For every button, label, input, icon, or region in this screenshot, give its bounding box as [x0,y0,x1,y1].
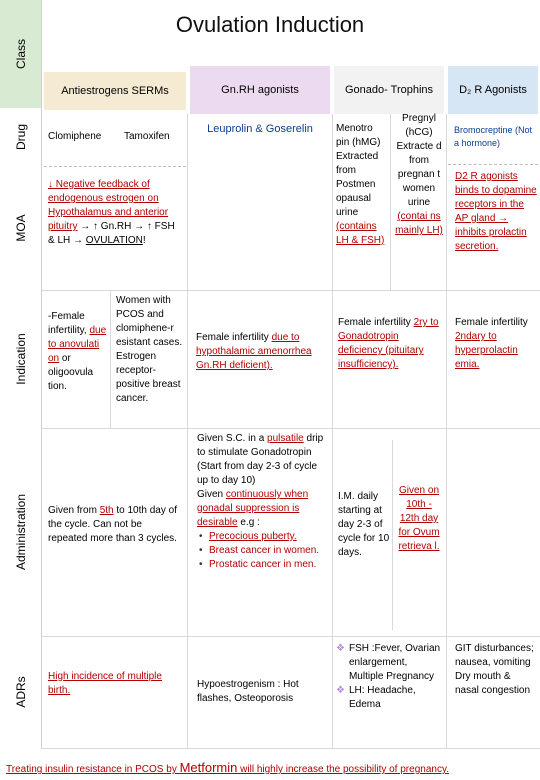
indication-gnrh-b: due to hypothalamic amenorrhea Gn.RH deficient). [196,332,312,371]
administration-gonado-hcg-text: Given on 10th - 12th day for Ovum retrieva l. [398,485,440,552]
indication-gonado-a: Female infertility [338,317,414,328]
divider [44,166,186,167]
indication-gonadotrophins [338,316,444,372]
row-label-moa-text: MOA [13,214,28,242]
list-item: • Precocious puberty. [209,530,329,544]
drug-pregnyl-text: Pregnyl (hCG) Extracte d from pregnan t women urine [396,113,442,208]
divider [446,114,447,748]
divider [448,164,538,165]
row-label-administration-text: Administration [13,493,28,571]
adrs-gonado-lh [336,684,444,712]
drug-menotropin [336,122,388,248]
administration-gonado-im: I.M. daily starting at day 2-3 of cycle for 10 days. [338,491,390,558]
administration-gnrh-a: Given S.C. in a [197,433,268,444]
adrs-serms-text: High incidence of multiple birth. [48,671,162,696]
indication-clomiphene-a: -Female infertility, [48,311,90,336]
administration-serms-c: to 10th day of the cycle. Can not be repeated more than 3 cycles. [48,505,177,544]
row-label-class-text: Class [13,38,28,70]
row-label-indication-text: Indication [13,333,28,385]
list-item: • Prostatic cancer in men. [209,558,329,572]
adrs-gonadotrophins [336,642,444,712]
page-title: Ovulation Induction [175,12,365,37]
drug-menotropin-text: Menotro pin (hMG) Extracted from Postmen opausal urine [336,123,381,218]
row-label-moa [0,166,42,290]
adrs-gonado-fsh [336,642,444,684]
header-serms: Antiestrogens SERMs [44,72,186,110]
divider [110,290,111,428]
row-label-administration [0,428,42,636]
indication-tamoxifen: Women with PCOS and clomiphene-r esistant cases. Estrogen receptor- positive breast cancer. [116,295,183,404]
drug-leuprolin-goserelin: Leuprolin & Goserelin [207,123,313,135]
administration-gnrh-e: continuously when gonadal suppression is desirable [197,489,309,528]
drug-pregnyl-note: (contai ns mainly LH) [395,211,443,236]
diamond-bullet-icon: ❖ [336,643,345,654]
divider [390,114,391,290]
footer-a: Treating insulin resistance in PCOS by [6,764,180,775]
header-d2r-agonists: D₂ R Agonists [448,66,538,114]
moa-d2r-text: D2 R agonists binds to dopamine receptors in the AP gland → inhibits prolactin secretion. [455,171,537,252]
footer-metformin: Metformin [179,760,238,775]
indication-d2r-a: Female infertility [455,317,528,328]
divider [41,290,540,291]
administration-gnrh-b: pulsatile [267,433,304,444]
footer-note [6,760,540,775]
divider [41,428,540,429]
divider [332,114,333,748]
indication-gnrh [196,331,326,373]
divider [41,636,540,637]
indication-gnrh-a: Female infertility [196,332,272,343]
indication-clomiphene-c: or oligoovula tion. [48,353,94,392]
adrs-gonado-fsh-text: FSH :Fever, Ovarian enlargement, Multiple Pregnancy [348,643,441,682]
diamond-bullet-icon: ❖ [336,685,345,696]
administration-gnrh [197,432,329,572]
divider [41,748,540,749]
administration-serms-b: 5th [99,505,114,516]
moa-d2r [455,170,537,254]
header-gnrh: Gn.RH agonists [190,66,330,114]
row-label-adrs [0,636,42,748]
administration-gnrh-f: e.g : [237,517,260,528]
administration-gonado-hcg [396,484,442,554]
adrs-d2r: GIT disturbances; nausea, vomiting Dry mouth & nasal congestion [455,643,534,696]
row-label-class [0,0,42,108]
drug-menotropin-note: (contains LH & FSH) [336,221,385,246]
header-gonadotrophins: Gonado- Trophins [334,66,444,114]
moa-serms-cascade: → ↑ Gn.RH → ↑ FSH & LH → [48,221,175,246]
administration-serms [48,504,184,546]
adrs-gnrh: Hypoestrogenism : Hot flashes, Osteoporosis [197,679,299,704]
row-label-indication [0,290,42,428]
indication-clomiphene [48,310,108,394]
list-item: • Breast cancer in women. [209,544,329,558]
administration-serms-a: Given from [48,505,100,516]
adrs-gonado-lh-text: LH: Headache, Edema [348,685,416,710]
indication-d2r-b: 2ndary to hyperprolactin emia. [455,331,518,370]
indication-d2r [455,316,537,372]
indication-clomiphene-b: due to anovulati on [48,325,107,364]
administration-gnrh-list [197,530,329,572]
row-label-drug-text: Drug [13,123,28,151]
row-label-adrs-text: ADRs [13,676,28,708]
row-label-drug [0,108,42,166]
drug-bromocriptine: Bromocreptine (Not a hormone) [454,125,533,148]
administration-gnrh-c: drip to stimulate Gonadotropin (Start from day 2-3 of cycle up to day 10) [197,433,324,486]
drug-clomiphene: Clomiphene [48,131,102,142]
divider [392,440,393,630]
moa-serms-ovulation: OVULATION [85,235,143,246]
adrs-serms [48,670,184,698]
administration-gnrh-d: Given [197,489,226,500]
moa-serms-mechanism: ↓ Negative feedback of endogenous estrogen on Hypothalamus and anterior pituitry [48,179,169,232]
moa-serms [48,178,182,248]
drug-pregnyl [394,112,444,238]
divider [187,114,188,748]
indication-gonado-b: 2ry to Gonadotropin deficiency (pituitary insufficiency). [338,317,439,370]
footer-c: will highly increase the possibility of pregnancy. [237,764,449,775]
drug-tamoxifen: Tamoxifen [124,131,170,142]
moa-serms-bang: ! [142,235,146,246]
